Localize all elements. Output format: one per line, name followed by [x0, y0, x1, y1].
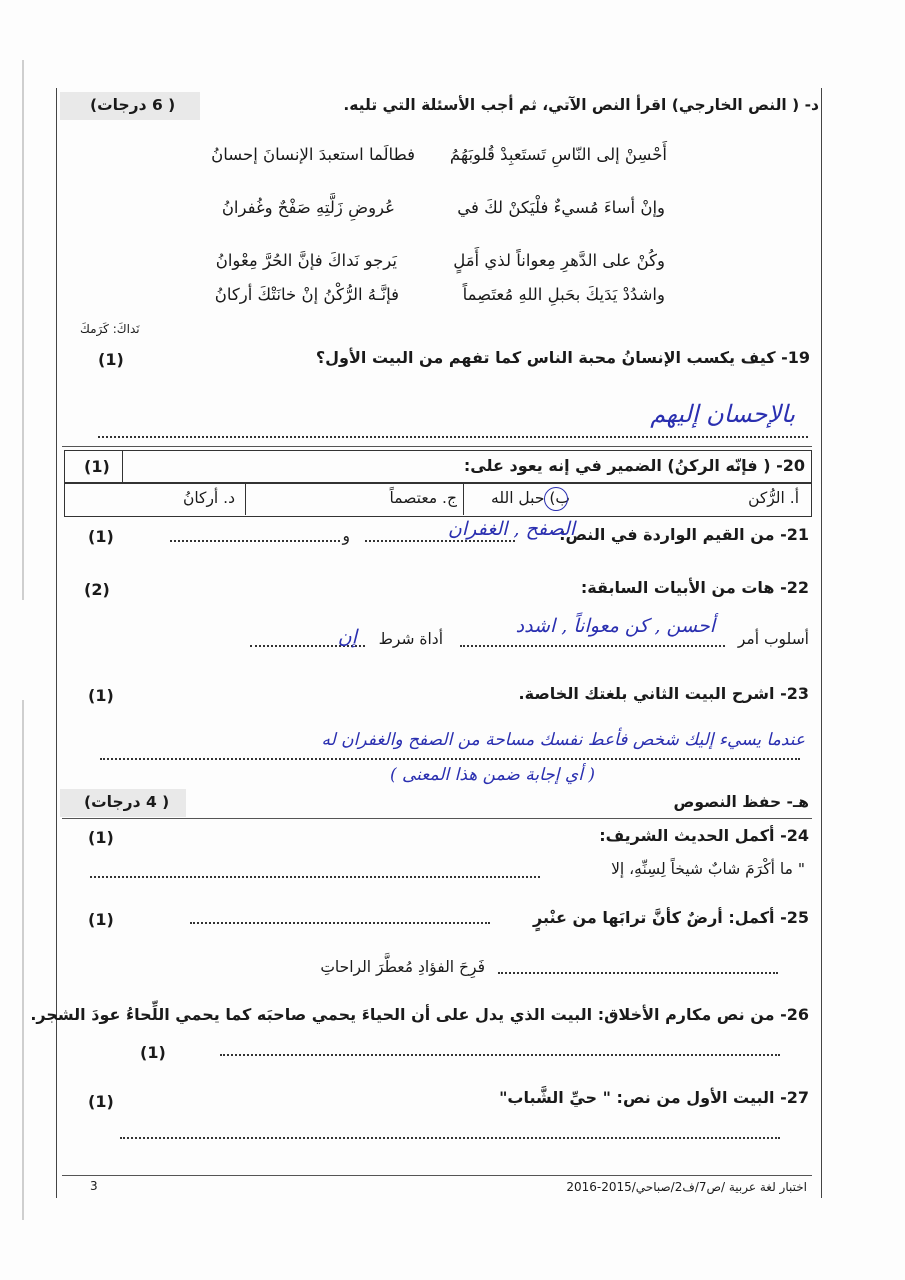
page-number: 3 — [90, 1179, 98, 1193]
question-26-mark: (1) — [140, 1043, 166, 1062]
footer-divider — [62, 1175, 812, 1176]
question-24-quote: " ما أكْرَمَ شابٌ شيخاً لِسِنِّهِ، إلا — [611, 860, 805, 878]
option-separator — [463, 482, 464, 515]
answer-line — [498, 972, 778, 974]
imperative-label: أسلوب أمر — [737, 630, 809, 648]
question-20-inner-line — [64, 482, 812, 484]
left-margin-line — [22, 60, 34, 600]
poem-verse-2-second: عُروضِ زَلَّتِهِ صَفْحٌ وغُفرانُ — [221, 198, 395, 217]
condition-label: أداة شرط — [378, 630, 443, 648]
poem-footnote: نَداكَ: كَرَمكَ — [80, 322, 140, 336]
section-d-title: د- ( النص الخارجي) اقرأ النص الآتي، ثم أجب الأسئلة التي تليه. — [343, 96, 819, 114]
question-24: 24- أكمل الحديث الشريف: — [599, 826, 809, 845]
question-25-second-half: فَرِحَ الفؤادِ مُعطَّرَ الراحاتِ — [320, 958, 485, 976]
answer-line — [100, 758, 800, 760]
question-22-mark: (2) — [84, 580, 110, 599]
question-20-mark: (1) — [84, 457, 110, 476]
question-19: 19- كيف يكسب الإنسانُ محبة الناس كما تفهم من البيت الأول؟ — [315, 348, 810, 367]
exam-footer: اختبار لغة عربية /ص7/ف2/صباحي/2015-2016 — [566, 1180, 807, 1194]
section-h-grade: ( 4 درجات) — [84, 793, 170, 811]
section-h-title: هـ- حفظ النصوص — [673, 793, 809, 811]
handwritten-answer-23: عندما يسيء إليك شخص فأعط نفسك مساحة من الصفح والغفران له — [321, 730, 805, 750]
handwritten-answer-23-note: ( أي إجابة ضمن هذا المعنى ) — [389, 765, 595, 785]
answer-line — [460, 645, 725, 647]
question-21-connector: و — [342, 527, 350, 545]
left-margin-line — [22, 700, 34, 1220]
answer-line — [170, 540, 340, 542]
section-d-grade: ( 6 درجات) — [90, 96, 176, 114]
question-27-mark: (1) — [88, 1092, 114, 1111]
handwritten-answer-21: الصفح , الغفران — [447, 518, 575, 540]
answer-line — [120, 1137, 780, 1139]
option-c: ج. معتصماً — [389, 489, 457, 507]
mark-separator — [122, 450, 123, 482]
question-19-mark: (1) — [98, 350, 124, 369]
option-a: أ. الرُّكن — [748, 489, 799, 507]
handwritten-condition: إن — [337, 626, 357, 648]
handwritten-answer-19: بالإحسان إليهم — [650, 400, 795, 428]
question-23: 23- اشرح البيت الثاني بلغتك الخاصة. — [518, 684, 809, 703]
poem-verse-3-second: يَرجو نَداكَ فإنَّ الحُرَّ مِعْوانُ — [215, 251, 397, 270]
poem-verse-3-first: وكُنْ على الدَّهرِ مِعواناً لذي أَمَلٍ — [453, 251, 665, 270]
answer-line — [365, 540, 515, 542]
poem-verse-1-second: فطالَما استعبدَ الإنسانَ إحسانُ — [211, 145, 415, 164]
option-separator — [245, 482, 246, 515]
poem-verse-4-first: واشدُدْ يَدَيكَ بحَبلِ اللهِ مُعتَصِماً — [462, 285, 665, 304]
question-26: 26- من نص مكارم الأخلاق: البيت الذي يدل على أن الحياءَ يحمي صاحبَه كما يحمي اللِّحاءُ عودَ الشجر. — [30, 1005, 809, 1024]
option-d: د. أركانُ — [182, 489, 235, 507]
question-21: 21- من القيم الواردة في النص: — [559, 525, 809, 544]
answer-line — [220, 1054, 780, 1056]
selected-option-circle — [544, 487, 568, 511]
question-22: 22- هات من الأبيات السابقة: — [580, 578, 809, 597]
answer-line — [98, 436, 808, 438]
question-27: 27- البيت الأول من نص: " حيِّ الشَّباب" — [499, 1088, 809, 1107]
question-20: 20- ( فإنّه الركنُ) الضمير في إنه يعود على: — [463, 456, 805, 475]
question-21-mark: (1) — [88, 527, 114, 546]
question-25-mark: (1) — [88, 910, 114, 929]
poem-verse-1-first: أَحْسِنْ إلى النّاسِ تَستَعبِدْ قُلوبَهُمُ — [449, 145, 667, 164]
option-b: ب) حبل الله — [491, 489, 570, 507]
poem-verse-2-first: وإنْ أساءَ مُسيءٌ فلْيَكنْ لكَ في — [457, 198, 665, 217]
question-23-mark: (1) — [88, 686, 114, 705]
divider — [62, 818, 812, 819]
handwritten-imperative: أحسن , كن معواناً , اشدد — [515, 615, 715, 637]
question-24-mark: (1) — [88, 828, 114, 847]
divider — [62, 446, 812, 447]
answer-line — [190, 922, 490, 924]
answer-line — [90, 876, 540, 878]
question-25: 25- أكمل: أرضٌ كأنَّ ترابَها من عنْبرٍ — [533, 908, 809, 927]
poem-verse-4-second: فإنَّـهُ الرُّكْنُ إنْ خانَتْكَ أركانُ — [214, 285, 399, 304]
